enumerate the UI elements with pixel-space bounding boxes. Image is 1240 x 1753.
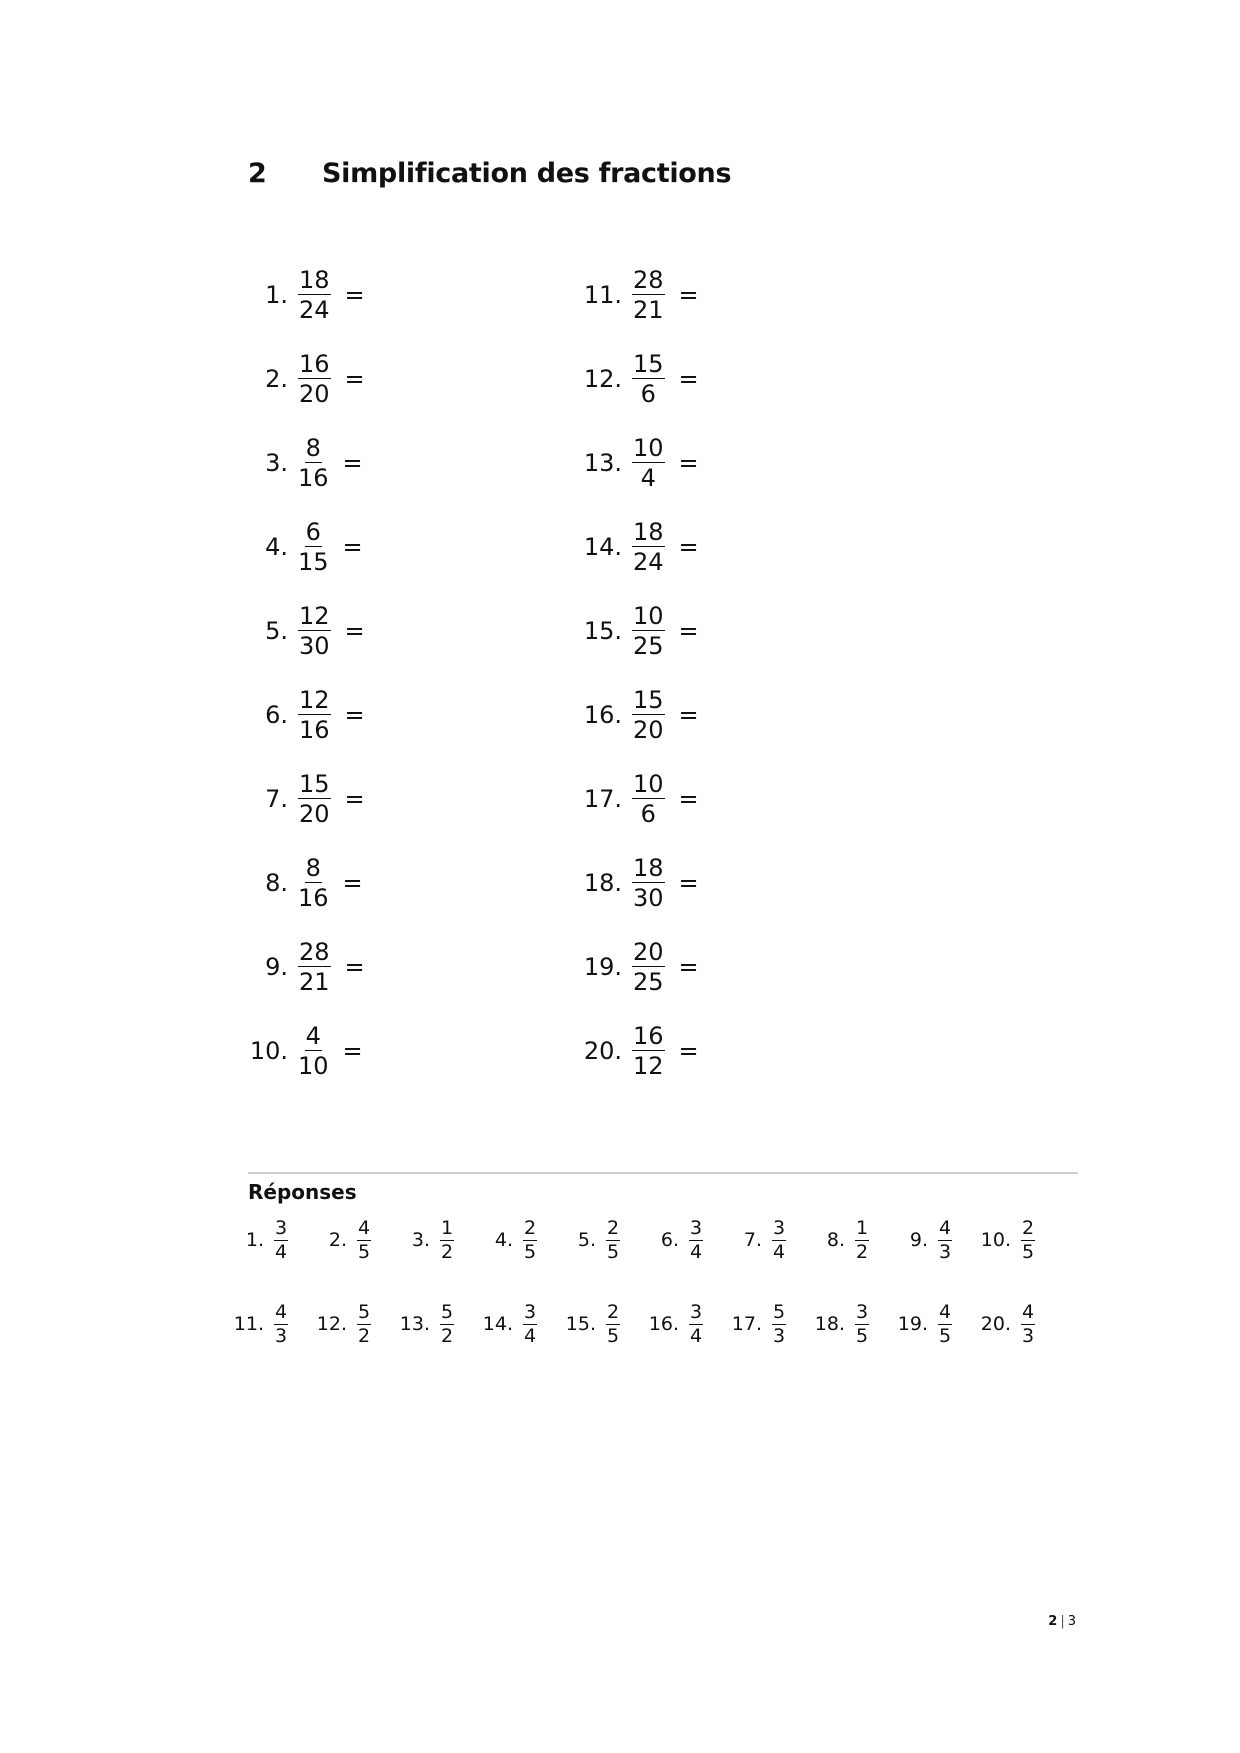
fraction: [355, 1300, 373, 1347]
answer-item: [720, 1214, 788, 1266]
fraction: [632, 604, 665, 658]
fraction-numerator: 4: [274, 1300, 288, 1323]
equals-sign: =: [344, 617, 365, 645]
section-number: 2: [248, 158, 267, 189]
exercise-number: 16.: [583, 701, 622, 729]
fraction: [438, 1216, 456, 1263]
fraction-denominator: 2: [440, 1240, 454, 1263]
answer-number: 13.: [399, 1313, 430, 1335]
answer-number: 6.: [660, 1229, 679, 1251]
answer-item: [305, 1214, 373, 1266]
exercise-number: 8.: [265, 869, 288, 897]
exercise-number: 19.: [583, 953, 622, 981]
fraction: [1019, 1216, 1037, 1263]
fraction-denominator: 30: [633, 884, 664, 912]
exercise-item: [566, 433, 699, 493]
fraction: [853, 1300, 871, 1347]
equals-sign: =: [344, 281, 365, 309]
equals-sign: =: [678, 953, 699, 981]
exercise-number: 17.: [583, 785, 622, 813]
answer-number: 17.: [731, 1313, 762, 1335]
fraction: [632, 772, 665, 826]
exercise-item: [232, 937, 365, 997]
fraction-numerator: 5: [440, 1300, 454, 1323]
answer-item: [222, 1214, 290, 1266]
fraction-numerator: 28: [299, 938, 330, 966]
fraction-denominator: 16: [298, 884, 329, 912]
fraction-numerator: 5: [357, 1300, 371, 1323]
fraction-denominator: 12: [633, 1052, 664, 1080]
fraction: [853, 1216, 871, 1263]
exercise-item: [566, 349, 699, 409]
fraction-denominator: 20: [299, 380, 330, 408]
fraction: [770, 1216, 788, 1263]
fraction-numerator: 4: [305, 1022, 321, 1050]
fraction: [272, 1216, 290, 1263]
exercise-number: 12.: [583, 365, 622, 393]
exercise-number: 18.: [583, 869, 622, 897]
fraction-numerator: 3: [689, 1300, 703, 1323]
answer-number: 16.: [648, 1313, 679, 1335]
fraction-numerator: 4: [938, 1300, 952, 1323]
section-title: Simplification des fractions: [322, 158, 732, 189]
answer-number: 15.: [565, 1313, 596, 1335]
equals-sign: =: [342, 533, 363, 561]
fraction-denominator: 21: [633, 296, 664, 324]
fraction-numerator: 4: [1021, 1300, 1035, 1323]
answer-item: [803, 1298, 871, 1350]
equals-sign: =: [678, 1037, 699, 1065]
fraction: [298, 520, 329, 574]
page-total: 3: [1067, 1614, 1076, 1629]
answer-number: 1.: [245, 1229, 264, 1251]
answer-number: 14.: [482, 1313, 513, 1335]
fraction-denominator: 30: [299, 632, 330, 660]
fraction: [298, 772, 331, 826]
answers-title: Réponses: [248, 1180, 357, 1204]
fraction: [936, 1300, 954, 1347]
fraction-denominator: 4: [689, 1240, 703, 1263]
fraction-numerator: 6: [305, 518, 321, 546]
fraction-numerator: 8: [305, 434, 321, 462]
fraction-denominator: 5: [606, 1240, 620, 1263]
fraction-denominator: 4: [274, 1240, 288, 1263]
fraction: [298, 940, 331, 994]
fraction-denominator: 10: [298, 1052, 329, 1080]
fraction-numerator: 4: [357, 1216, 371, 1239]
answer-item: [969, 1298, 1037, 1350]
fraction-denominator: 3: [772, 1324, 786, 1347]
answer-item: [886, 1298, 954, 1350]
fraction-denominator: 5: [855, 1324, 869, 1347]
fraction: [604, 1300, 622, 1347]
page-separator: |: [1060, 1614, 1065, 1629]
fraction: [632, 352, 665, 406]
fraction-numerator: 10: [633, 770, 664, 798]
answer-number: 19.: [897, 1313, 928, 1335]
exercise-number: 2.: [265, 365, 288, 393]
exercise-number: 6.: [265, 701, 288, 729]
fraction-numerator: 3: [772, 1216, 786, 1239]
fraction-numerator: 15: [299, 770, 330, 798]
fraction-numerator: 2: [606, 1216, 620, 1239]
exercise-item: [566, 1021, 699, 1081]
exercise-number: 15.: [583, 617, 622, 645]
fraction: [521, 1216, 539, 1263]
fraction-denominator: 5: [357, 1240, 371, 1263]
answer-item: [471, 1214, 539, 1266]
exercise-item: [566, 265, 699, 325]
answers-divider: [248, 1172, 1078, 1174]
equals-sign: =: [678, 701, 699, 729]
fraction-numerator: 3: [523, 1300, 537, 1323]
answer-item: [886, 1214, 954, 1266]
fraction-denominator: 5: [523, 1240, 537, 1263]
fraction: [770, 1300, 788, 1347]
fraction-numerator: 18: [633, 854, 664, 882]
fraction: [272, 1300, 290, 1347]
equals-sign: =: [344, 785, 365, 813]
fraction: [604, 1216, 622, 1263]
equals-sign: =: [344, 365, 365, 393]
fraction-denominator: 16: [299, 716, 330, 744]
fraction-denominator: 4: [689, 1324, 703, 1347]
exercise-number: 5.: [265, 617, 288, 645]
exercise-item: [232, 1021, 363, 1081]
fraction-denominator: 6: [640, 800, 656, 828]
exercise-number: 13.: [583, 449, 622, 477]
exercise-number: 7.: [265, 785, 288, 813]
equals-sign: =: [342, 869, 363, 897]
fraction: [632, 940, 665, 994]
equals-sign: =: [678, 281, 699, 309]
fraction-numerator: 12: [299, 602, 330, 630]
fraction-denominator: 25: [633, 632, 664, 660]
fraction-denominator: 5: [1021, 1240, 1035, 1263]
fraction-numerator: 2: [1021, 1216, 1035, 1239]
fraction-numerator: 3: [274, 1216, 288, 1239]
answer-item: [554, 1298, 622, 1350]
fraction-numerator: 4: [938, 1216, 952, 1239]
answer-item: [637, 1214, 705, 1266]
fraction: [298, 1024, 329, 1078]
fraction-denominator: 2: [440, 1324, 454, 1347]
answer-item: [388, 1298, 456, 1350]
exercise-item: [566, 769, 699, 829]
fraction-numerator: 16: [299, 350, 330, 378]
page-current: 2: [1048, 1614, 1058, 1629]
equals-sign: =: [342, 1037, 363, 1065]
fraction: [632, 856, 665, 910]
exercise-number: 14.: [583, 533, 622, 561]
fraction-numerator: 10: [633, 434, 664, 462]
exercise-number: 4.: [265, 533, 288, 561]
answer-item: [222, 1298, 290, 1350]
exercise-item: [566, 853, 699, 913]
equals-sign: =: [678, 785, 699, 813]
fraction-numerator: 3: [689, 1216, 703, 1239]
fraction: [438, 1300, 456, 1347]
fraction-numerator: 20: [633, 938, 664, 966]
fraction: [1019, 1300, 1037, 1347]
equals-sign: =: [678, 869, 699, 897]
fraction-denominator: 3: [274, 1324, 288, 1347]
fraction: [687, 1216, 705, 1263]
fraction-denominator: 4: [772, 1240, 786, 1263]
fraction: [632, 268, 665, 322]
exercise-number: 3.: [265, 449, 288, 477]
fraction: [521, 1300, 539, 1347]
equals-sign: =: [678, 365, 699, 393]
answer-number: 7.: [743, 1229, 762, 1251]
fraction-denominator: 6: [640, 380, 656, 408]
answer-number: 18.: [814, 1313, 845, 1335]
fraction-denominator: 24: [633, 548, 664, 576]
fraction-numerator: 1: [440, 1216, 454, 1239]
fraction: [632, 436, 665, 490]
answer-number: 8.: [826, 1229, 845, 1251]
exercise-item: [232, 685, 365, 745]
fraction-denominator: 5: [606, 1324, 620, 1347]
answer-item: [969, 1214, 1037, 1266]
fraction: [298, 436, 329, 490]
fraction-numerator: 16: [633, 1022, 664, 1050]
fraction: [298, 352, 331, 406]
exercise-item: [232, 265, 365, 325]
answer-number: 12.: [316, 1313, 347, 1335]
answer-number: 3.: [411, 1229, 430, 1251]
fraction-numerator: 3: [855, 1300, 869, 1323]
fraction-denominator: 2: [855, 1240, 869, 1263]
exercise-item: [566, 937, 699, 997]
page-number: [1048, 1614, 1076, 1629]
fraction-denominator: 4: [640, 464, 656, 492]
exercise-number: 10.: [249, 1037, 288, 1065]
exercise-number: 11.: [583, 281, 622, 309]
exercise-number: 20.: [583, 1037, 622, 1065]
fraction: [632, 520, 665, 574]
fraction: [936, 1216, 954, 1263]
answer-item: [471, 1298, 539, 1350]
equals-sign: =: [342, 449, 363, 477]
fraction: [298, 688, 331, 742]
fraction-denominator: 20: [633, 716, 664, 744]
equals-sign: =: [678, 449, 699, 477]
fraction-numerator: 10: [633, 602, 664, 630]
equals-sign: =: [678, 617, 699, 645]
answer-number: 10.: [980, 1229, 1011, 1251]
fraction-denominator: 5: [938, 1324, 952, 1347]
answer-item: [637, 1298, 705, 1350]
equals-sign: =: [678, 533, 699, 561]
fraction: [687, 1300, 705, 1347]
answer-number: 2.: [328, 1229, 347, 1251]
fraction-numerator: 8: [305, 854, 321, 882]
exercise-item: [232, 349, 365, 409]
fraction-numerator: 15: [633, 350, 664, 378]
answer-item: [720, 1298, 788, 1350]
fraction-denominator: 3: [938, 1240, 952, 1263]
exercise-number: 9.: [265, 953, 288, 981]
exercise-number: 1.: [265, 281, 288, 309]
exercise-item: [232, 853, 363, 913]
fraction-numerator: 1: [855, 1216, 869, 1239]
exercise-item: [566, 601, 699, 661]
fraction-numerator: 12: [299, 686, 330, 714]
fraction-numerator: 28: [633, 266, 664, 294]
answer-number: 11.: [233, 1313, 264, 1335]
fraction-denominator: 15: [298, 548, 329, 576]
fraction: [632, 688, 665, 742]
exercise-item: [232, 517, 363, 577]
fraction-denominator: 3: [1021, 1324, 1035, 1347]
answer-number: 9.: [909, 1229, 928, 1251]
exercise-item: [566, 517, 699, 577]
answer-number: 4.: [494, 1229, 513, 1251]
fraction: [355, 1216, 373, 1263]
answer-item: [803, 1214, 871, 1266]
answer-item: [305, 1298, 373, 1350]
fraction-denominator: 25: [633, 968, 664, 996]
fraction-denominator: 16: [298, 464, 329, 492]
fraction-numerator: 18: [299, 266, 330, 294]
fraction-denominator: 4: [523, 1324, 537, 1347]
answer-item: [554, 1214, 622, 1266]
fraction-denominator: 2: [357, 1324, 371, 1347]
fraction-numerator: 18: [633, 518, 664, 546]
fraction-denominator: 20: [299, 800, 330, 828]
fraction: [298, 856, 329, 910]
fraction-denominator: 24: [299, 296, 330, 324]
fraction: [298, 268, 331, 322]
fraction-numerator: 5: [772, 1300, 786, 1323]
answer-number: 20.: [980, 1313, 1011, 1335]
exercise-item: [232, 769, 365, 829]
fraction: [632, 1024, 665, 1078]
fraction-numerator: 2: [606, 1300, 620, 1323]
exercise-item: [232, 433, 363, 493]
answer-item: [388, 1214, 456, 1266]
equals-sign: =: [344, 953, 365, 981]
equals-sign: =: [344, 701, 365, 729]
fraction: [298, 604, 331, 658]
fraction-denominator: 21: [299, 968, 330, 996]
exercise-item: [232, 601, 365, 661]
fraction-numerator: 2: [523, 1216, 537, 1239]
fraction-numerator: 15: [633, 686, 664, 714]
section-heading: [248, 158, 731, 189]
answer-number: 5.: [577, 1229, 596, 1251]
exercise-item: [566, 685, 699, 745]
